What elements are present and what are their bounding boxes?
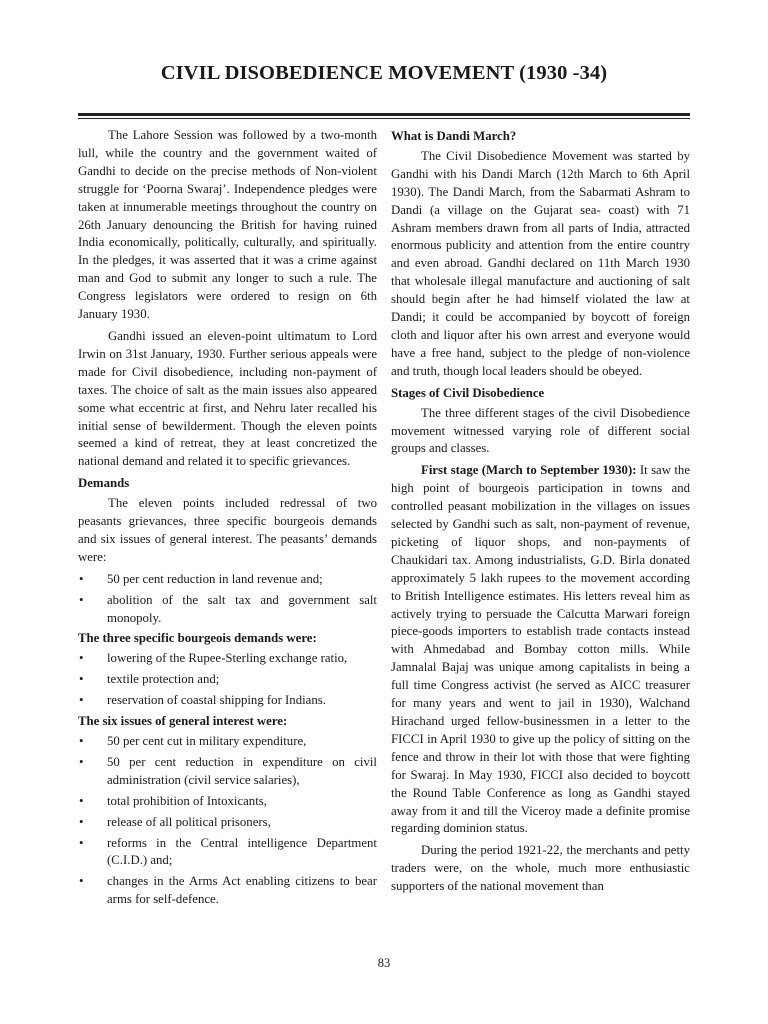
peasant-demands-list (78, 571, 377, 628)
general-issues-list (78, 733, 377, 909)
page-number: 83 (377, 956, 391, 970)
left-column (78, 127, 377, 912)
first-stage-lead: First stage (March to September 1930): (421, 463, 637, 478)
page-title: CIVIL DISOBEDIENCE MOVEMENT (1930 -34) (160, 62, 608, 84)
demands-heading: Demands (78, 476, 130, 491)
list-item: • reservation of coastal shipping for Indians. (78, 692, 377, 710)
list-item: • 50 per cent reduction in land revenue and; (78, 571, 377, 589)
first-stage-paragraph (391, 462, 690, 838)
list-item: • 50 per cent cut in military expenditure, (78, 733, 377, 751)
title-rule-thick (78, 113, 690, 116)
title-rule-thin (78, 118, 690, 119)
list-item: • total prohibition of Intoxicants, (78, 793, 377, 811)
ultimatum-paragraph: Gandhi issued an eleven-point ultimatum to Lord Irwin on 31st January, 1930. Further serious appeals were made for Civil disobedience, including non-payment of taxes. The choice of salt as the main issues also appeared some what eccentric at first, and Nehru later recalled his initial sense of bewilderment. Though the eleven points seemed a kind of retreat, they at least concretized the national demand and related it to specific grievances. (78, 328, 377, 469)
intro-paragraph: The Lahore Session was followed by a two-month lull, while the country and the government waited of Gandhi to decide on the precise methods of Non-violent struggle for ‘Poorna Swaraj’. Independence pledges were taken at innumerable meetings throughout the country on 26th January denouncing the British for having ruined India economically, politically, culturally, and spiritually. In the pledges, it was asserted that it was a crime against man and God to submit any longer to such a rule. The Congress legislators were ordered to resign on 6th January 1930. (78, 128, 377, 322)
list-item: • release of all political prisoners, (78, 814, 377, 832)
list-item: • textile protection and; (78, 671, 377, 689)
dandi-march-paragraph: The Civil Disobedience Movement was started by Gandhi with his Dandi March (12th March to 6th April 1930). The Dandi March, from the Sabarmati Ashram to Dandi (a village on the Gujarat sea- coast) with 71 Ashram members drawn from all parts of India, attracted enormous publicity and attention from the entire country and even abroad. Gandhi declared on 11th March 1930 that wholesale illegal manufacture and auctioning of salt should begin after he had himself violated the law at Dandi; it could be accompanied by boycott of foreign cloth and liquor after his own arrest and everyone would have a free hand, subject to the pledge of non-violence and truth, though local leaders should be obeyed. (391, 148, 690, 378)
bourgeois-demands-list (78, 650, 377, 710)
bourgeois-demands-heading: The three specific bourgeois demands were: (78, 631, 317, 646)
general-issues-heading: The six issues of general interest were: (78, 714, 288, 729)
list-item: • 50 per cent reduction in expenditure on civil administration (civil service salaries), (78, 754, 377, 790)
right-column (391, 127, 690, 900)
demands-paragraph: The eleven points included redressal of two peasants grievances, three specific bourgeois demands and six issues of general interest. The peasants’ demands were: (78, 496, 377, 564)
first-stage-text: It saw the high point of bourgeois participation in towns and controlled peasant mobilization in the villages on issues selected by Gandhi such as salt, non-payment of revenue, picketing of liquor shops, and non-payments of Chaukidari tax. Among industrialists, G.D. Birla donated approximately 5 lakh rupees to the movement according to British Intelligence estimates. His letters reveal him as actively trying to persuade the Calcutta Marwari foreign piece-goods importers to establish trade contacts instead with Ahmedabad and Bombay cotton mills. While Jamnalal Bajaj was unique among capitalists in being a full time Congress activist (he served as AICC treasurer for many years and went to jail in 1930), Walchand Hirachand urged fellow-businessmen in a letter to the FICCI in April 1930 to give up the policy of sitting on the fence and throw in their lot with those that were fighting for Swaraj. In May 1930, FICCI also decided to boycott the Round Table Conference as long as Gandhi stayed away from it and till the Viceroy made a definite promise regarding dominion status. (391, 463, 691, 836)
merchants-paragraph: During the period 1921-22, the merchants and petty traders were, on the whole, much more enthusiastic supporters of the national movement than (391, 843, 690, 894)
list-item: • changes in the Arms Act enabling citizens to bear arms for self-defence. (78, 873, 377, 909)
stages-paragraph: The three different stages of the civil Disobedience movement witnessed varying role of different social groups and classes. (391, 405, 690, 456)
stages-heading: Stages of Civil Disobedience (391, 385, 545, 400)
list-item: • abolition of the salt tax and government salt monopoly. (78, 592, 377, 628)
list-item: • reforms in the Central intelligence Department (C.I.D.) and; (78, 835, 377, 871)
list-item: • lowering of the Rupee-Sterling exchange ratio, (78, 650, 377, 668)
dandi-march-heading: What is Dandi March? (391, 129, 517, 143)
